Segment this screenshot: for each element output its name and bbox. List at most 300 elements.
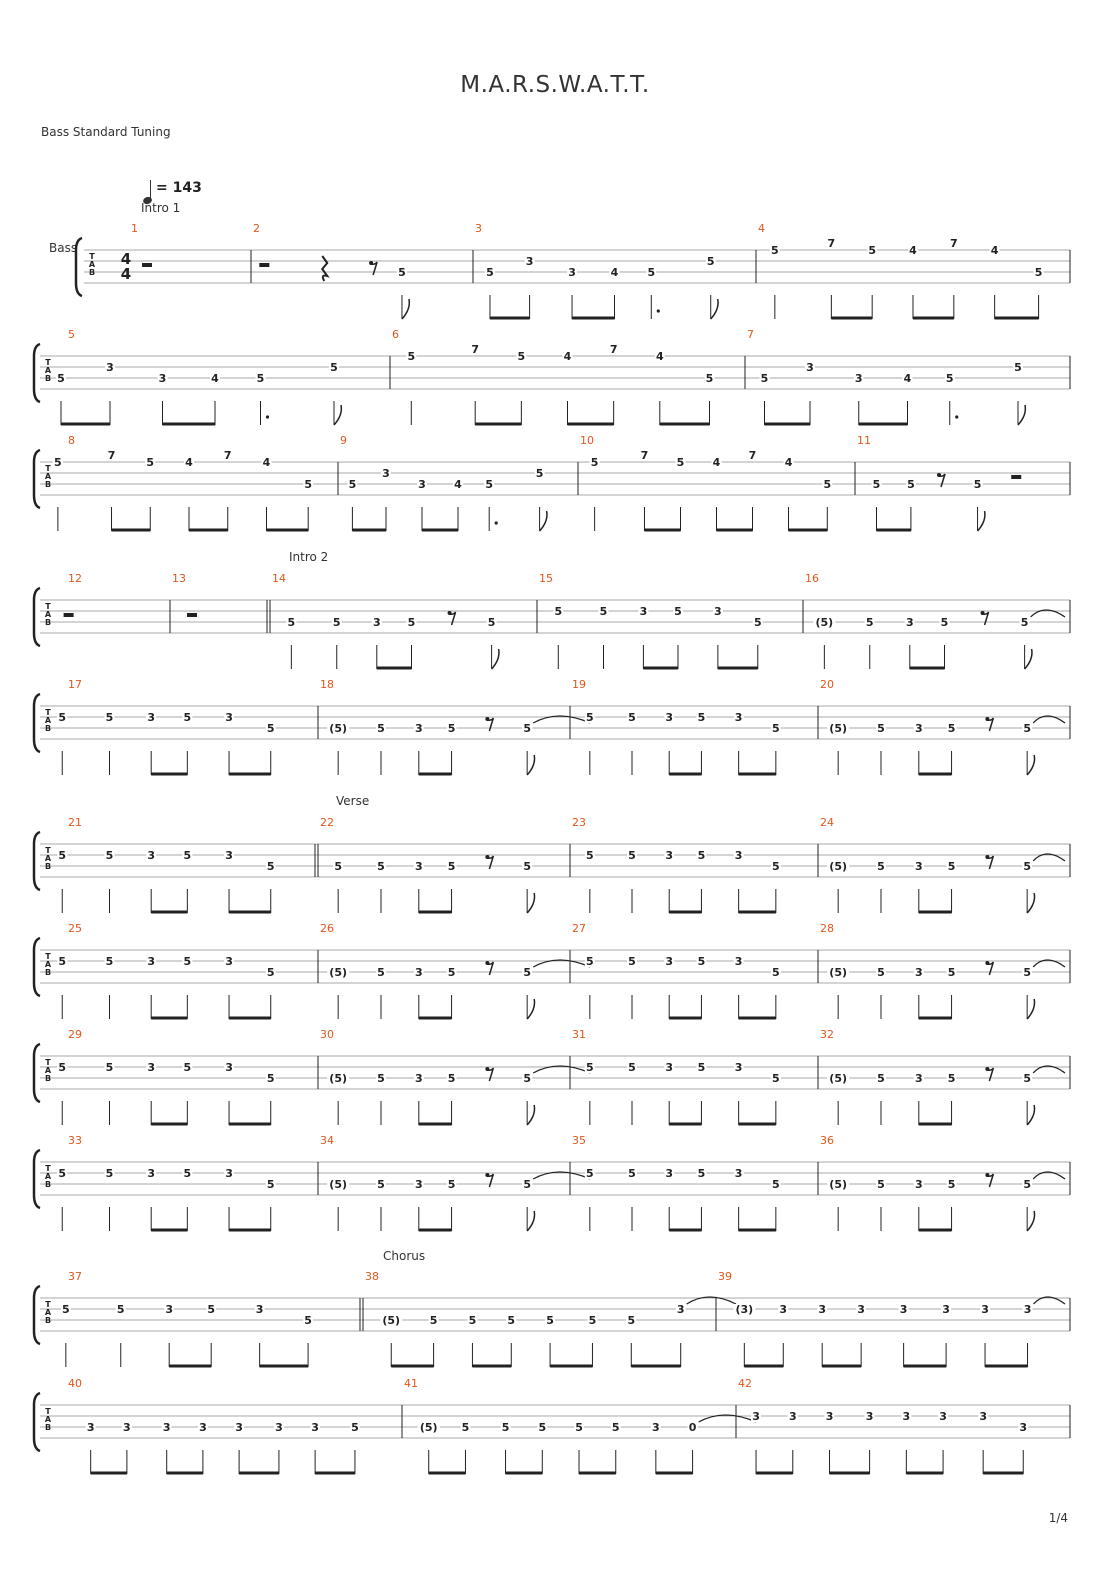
fret-number: 5 <box>377 1178 385 1191</box>
fret-number: 3 <box>199 1421 207 1434</box>
fret-number: 3 <box>665 711 674 724</box>
eighth-rest <box>487 856 493 869</box>
fret-number: 3 <box>779 1303 788 1316</box>
fret-number: 5 <box>1014 361 1022 374</box>
measure-number: 2 <box>253 222 260 235</box>
fret-number: (5) <box>329 1178 348 1191</box>
fret-number: 5 <box>877 860 885 873</box>
fret-number: 5 <box>628 711 636 724</box>
tab-clef-letter: T <box>45 846 51 855</box>
tab-clef-letter: B <box>44 480 52 489</box>
fret-number: 5 <box>523 1072 531 1085</box>
fret-number: 3 <box>147 1167 156 1180</box>
fret-number: 5 <box>377 860 385 873</box>
tab-clef-letter: B <box>88 268 96 277</box>
measure-number: 34 <box>320 1134 334 1147</box>
fret-number: 5 <box>947 1178 956 1191</box>
fret-number: 3 <box>225 1167 233 1180</box>
fret-number: (5) <box>329 966 348 979</box>
fret-number: 3 <box>734 1167 743 1180</box>
fret-number: 5 <box>146 456 155 469</box>
fret-number: 5 <box>377 722 385 735</box>
fret-number: 5 <box>538 1421 547 1434</box>
note-flag <box>540 511 547 531</box>
tab-clef-letter: B <box>44 618 52 627</box>
fret-number: 5 <box>1023 966 1031 979</box>
fret-number: 3 <box>676 1303 685 1316</box>
fret-number: 5 <box>523 1178 531 1191</box>
note-flag <box>1027 755 1034 775</box>
note-flag <box>527 1105 534 1125</box>
measure-number: 28 <box>820 922 834 935</box>
fret-number: 3 <box>418 478 426 491</box>
quarter-rest <box>322 256 327 281</box>
fret-number: (5) <box>829 1072 848 1085</box>
measure-number: 5 <box>68 328 75 341</box>
measure-number: 21 <box>68 816 82 829</box>
instrument-label: Bass <box>49 241 78 255</box>
measure-number: 27 <box>572 922 586 935</box>
fret-number: 5 <box>772 860 780 873</box>
measure-number: 16 <box>805 572 819 585</box>
tuning-label: Bass Standard Tuning <box>41 125 171 139</box>
measure-number: 15 <box>539 572 553 585</box>
measure-number: 10 <box>580 434 594 447</box>
fret-number: 5 <box>877 1072 885 1085</box>
fret-number: 5 <box>348 478 357 491</box>
tab-system <box>34 678 1070 775</box>
tab-system <box>34 1270 1070 1367</box>
tab-system <box>34 816 1070 913</box>
measure-number: 38 <box>365 1270 379 1283</box>
measure-number: 33 <box>68 1134 82 1147</box>
note-flag <box>527 893 534 913</box>
fret-number: 5 <box>266 860 275 873</box>
fret-number: 5 <box>697 1167 706 1180</box>
fret-number: 3 <box>665 1167 674 1180</box>
rhythm-dot <box>266 415 269 418</box>
tab-clef-letter: T <box>45 1164 51 1173</box>
tab-clef-letter: B <box>44 968 52 977</box>
fret-number: 5 <box>586 955 594 968</box>
fret-number: 3 <box>665 849 674 862</box>
fret-number: 3 <box>939 1410 947 1423</box>
fret-number: 5 <box>554 605 563 618</box>
fret-number: (5) <box>815 616 834 629</box>
fret-number: 3 <box>865 1410 874 1423</box>
fret-number: 5 <box>706 255 715 268</box>
tab-clef-letter: A <box>88 260 96 269</box>
fret-number: (5) <box>329 1072 348 1085</box>
fret-number: 5 <box>447 966 456 979</box>
eighth-rest <box>487 962 493 975</box>
tab-system <box>76 222 1070 319</box>
fret-number: 3 <box>979 1410 987 1423</box>
fret-number: 7 <box>949 237 958 250</box>
note-flag <box>1025 649 1032 669</box>
system-bracket <box>76 238 82 296</box>
fret-number: 5 <box>1020 616 1029 629</box>
fret-number: 5 <box>287 616 296 629</box>
tab-clef-letter: A <box>44 366 52 375</box>
fret-number: 5 <box>304 478 313 491</box>
fret-number: 5 <box>599 605 608 618</box>
fret-number: 5 <box>58 711 67 724</box>
tab-clef-letter: A <box>44 1172 52 1181</box>
fret-number: 3 <box>639 605 648 618</box>
time-signature-top: 4 <box>120 250 132 268</box>
fret-number: (5) <box>419 1421 438 1434</box>
fret-number: 5 <box>877 722 885 735</box>
note-flag <box>1027 893 1034 913</box>
fret-number: 5 <box>105 849 114 862</box>
fret-number: 5 <box>485 478 494 491</box>
tab-clef-letter: A <box>44 1066 52 1075</box>
fret-number: 5 <box>351 1421 359 1434</box>
fret-number: 3 <box>914 722 923 735</box>
eighth-rest <box>371 262 377 275</box>
fret-number: 3 <box>734 711 743 724</box>
fret-number: 5 <box>447 1178 456 1191</box>
fret-number: 5 <box>116 1303 125 1316</box>
fret-number: 4 <box>903 372 912 385</box>
fret-number: 5 <box>628 1167 636 1180</box>
fret-number: 3 <box>147 849 156 862</box>
tab-clef-letter: B <box>44 374 52 383</box>
whole-rest <box>64 613 74 617</box>
fret-number: 3 <box>235 1421 243 1434</box>
measure-number: 25 <box>68 922 82 935</box>
fret-number: 5 <box>940 616 949 629</box>
fret-number: 5 <box>872 478 881 491</box>
system-bracket <box>34 1150 40 1208</box>
fret-number: 3 <box>818 1303 827 1316</box>
tab-clef-letter: B <box>44 1316 52 1325</box>
measure-number: 9 <box>340 434 347 447</box>
fret-number: 5 <box>772 1072 780 1085</box>
tab-clef-letter: A <box>44 1415 52 1424</box>
fret-number: 3 <box>158 372 167 385</box>
fret-number: 3 <box>806 361 814 374</box>
fret-number: 5 <box>947 860 956 873</box>
fret-number: 5 <box>627 1314 636 1327</box>
fret-number: 5 <box>334 860 342 873</box>
fret-number: 5 <box>1023 1072 1031 1085</box>
system-bracket <box>34 344 40 402</box>
tab-clef-letter: T <box>45 708 51 717</box>
fret-number: (5) <box>829 966 848 979</box>
tab-clef-letter: B <box>44 1180 52 1189</box>
fret-number: 3 <box>225 849 233 862</box>
fret-number: 4 <box>185 456 193 469</box>
measure-number: 7 <box>747 328 754 341</box>
fret-number: 5 <box>877 1178 885 1191</box>
tab-clef-letter: A <box>44 610 52 619</box>
fret-number: 3 <box>311 1421 319 1434</box>
fret-number: 3 <box>86 1421 95 1434</box>
fret-number: 3 <box>914 1178 923 1191</box>
note-flag <box>527 755 534 775</box>
fret-number: 5 <box>407 616 416 629</box>
measure-number: 3 <box>475 222 482 235</box>
tab-clef-letter: T <box>45 464 51 473</box>
section-label-chorus: Chorus <box>383 1249 426 1263</box>
fret-number: 3 <box>414 1178 423 1191</box>
fret-number: 5 <box>586 1167 594 1180</box>
fret-number: 5 <box>697 711 706 724</box>
fret-number: 3 <box>981 1303 989 1316</box>
fret-number: 5 <box>183 1167 192 1180</box>
measure-number: 19 <box>572 678 586 691</box>
fret-number: (5) <box>829 860 848 873</box>
fret-number: 5 <box>535 467 544 480</box>
fret-number: 5 <box>753 616 762 629</box>
fret-number: 5 <box>461 1421 470 1434</box>
tab-clef-letter: A <box>44 854 52 863</box>
section-label-intro-2: Intro 2 <box>289 550 329 564</box>
tab-clef-letter: B <box>44 1423 52 1432</box>
fret-number: 5 <box>877 966 885 979</box>
fret-number: 7 <box>223 449 232 462</box>
fret-number: 5 <box>407 350 416 363</box>
tab-clef-letter: T <box>45 358 51 367</box>
fret-number: 5 <box>266 966 275 979</box>
fret-number: 3 <box>525 255 534 268</box>
fret-number: 3 <box>914 860 923 873</box>
fret-number: 5 <box>105 711 114 724</box>
fret-number: 3 <box>275 1421 283 1434</box>
fret-number: 4 <box>610 266 619 279</box>
fret-number: 3 <box>902 1410 911 1423</box>
rhythm-dot <box>955 415 958 418</box>
tab-clef-letter: B <box>44 862 52 871</box>
fret-number: 5 <box>823 478 832 491</box>
tab-system <box>34 434 1070 531</box>
fret-number: 3 <box>942 1303 950 1316</box>
fret-number: 3 <box>1023 1303 1032 1316</box>
half-rest <box>259 263 269 267</box>
measure-number: 41 <box>404 1377 418 1390</box>
measure-number: 13 <box>172 572 186 585</box>
fret-number: 5 <box>628 849 636 862</box>
measure-number: 20 <box>820 678 834 691</box>
fret-number: 5 <box>772 1178 780 1191</box>
measure-number: 6 <box>392 328 399 341</box>
fret-number: 7 <box>827 237 836 250</box>
fret-number: 5 <box>588 1314 597 1327</box>
half-rest <box>1011 475 1021 479</box>
tempo-value: = 143 <box>156 180 202 196</box>
fret-number: 5 <box>398 266 406 279</box>
fret-number: 3 <box>255 1303 264 1316</box>
fret-number: 5 <box>523 966 531 979</box>
eighth-rest <box>987 856 993 869</box>
tab-clef-letter: T <box>45 952 51 961</box>
eighth-rest <box>450 612 456 625</box>
tab-clef-letter: B <box>44 724 52 733</box>
fret-number: 5 <box>377 966 385 979</box>
fret-number: 5 <box>304 1314 312 1327</box>
fret-number: 5 <box>523 722 531 735</box>
fret-number: 5 <box>183 955 192 968</box>
fret-number: 5 <box>1034 266 1043 279</box>
system-bracket <box>34 1286 40 1344</box>
fret-number: 4 <box>712 456 721 469</box>
measure-number: 36 <box>820 1134 834 1147</box>
fret-number: 5 <box>58 849 67 862</box>
note-flag <box>978 511 985 531</box>
fret-number: 4 <box>784 456 793 469</box>
fret-number: 5 <box>676 456 685 469</box>
measure-number: 35 <box>572 1134 586 1147</box>
fret-number: 5 <box>183 1061 192 1074</box>
fret-number: (5) <box>829 1178 848 1191</box>
rhythm-dot <box>657 309 660 312</box>
fret-number: (5) <box>829 722 848 735</box>
fret-number: 5 <box>590 456 599 469</box>
eighth-rest <box>487 1068 493 1081</box>
time-signature-bottom: 4 <box>120 265 132 283</box>
measure-number: 42 <box>738 1377 752 1390</box>
measure-number: 37 <box>68 1270 82 1283</box>
fret-number: 3 <box>788 1410 797 1423</box>
tab-clef-letter: B <box>44 1074 52 1083</box>
fret-number: 3 <box>857 1303 865 1316</box>
tab-clef-letter: T <box>45 1407 51 1416</box>
fret-number: (3) <box>735 1303 754 1316</box>
fret-number: 5 <box>1023 1178 1031 1191</box>
fret-number: 3 <box>165 1303 174 1316</box>
system-bracket <box>34 694 40 752</box>
fret-number: 7 <box>471 343 480 356</box>
fret-number: 5 <box>501 1421 510 1434</box>
measure-number: 12 <box>68 572 82 585</box>
measure-number: 11 <box>857 434 871 447</box>
fret-number: 5 <box>105 1167 114 1180</box>
measure-number: 29 <box>68 1028 82 1041</box>
fret-number: (5) <box>329 722 348 735</box>
fret-number: 3 <box>665 1061 674 1074</box>
fret-number: 3 <box>652 1421 660 1434</box>
fret-number: 5 <box>58 1167 67 1180</box>
measure-number: 39 <box>718 1270 732 1283</box>
fret-number: 3 <box>914 966 923 979</box>
fret-number: 4 <box>262 456 271 469</box>
fret-number: 5 <box>697 955 706 968</box>
fret-number: 3 <box>162 1421 171 1434</box>
note-flag <box>1018 405 1025 425</box>
fret-number: 5 <box>183 711 192 724</box>
fret-number: 5 <box>907 478 915 491</box>
fret-number: 5 <box>62 1303 70 1316</box>
fret-number: 5 <box>945 372 954 385</box>
eighth-rest <box>987 1068 993 1081</box>
tab-clef-letter: T <box>45 602 51 611</box>
fret-number: 5 <box>947 966 956 979</box>
tab-system <box>34 1377 1070 1474</box>
fret-number: 5 <box>1023 860 1031 873</box>
eighth-rest <box>987 718 993 731</box>
song-title: M.A.R.S.W.A.T.T. <box>460 72 650 98</box>
fret-number: 4 <box>655 350 664 363</box>
fret-number: 4 <box>211 372 219 385</box>
whole-rest <box>187 613 197 617</box>
fret-number: 3 <box>714 605 722 618</box>
fret-number: 5 <box>628 955 636 968</box>
fret-number: 0 <box>688 1421 697 1434</box>
fret-number: 5 <box>697 849 706 862</box>
fret-number: 5 <box>447 1072 456 1085</box>
fret-number: 5 <box>447 722 456 735</box>
tab-clef-letter: A <box>44 1308 52 1317</box>
fret-number: 5 <box>868 244 877 257</box>
note-flag <box>527 1211 534 1231</box>
tab-clef-letter: A <box>44 716 52 725</box>
fret-number: 3 <box>147 711 156 724</box>
system-bracket <box>34 1393 40 1451</box>
measure-number: 30 <box>320 1028 334 1041</box>
fret-number: 3 <box>568 266 576 279</box>
note-flag <box>334 405 341 425</box>
measure-number: 24 <box>820 816 834 829</box>
tab-system <box>34 328 1070 425</box>
fret-number: 5 <box>647 266 656 279</box>
measure-number: 1 <box>131 222 138 235</box>
tab-clef-letter: A <box>44 472 52 481</box>
eighth-rest <box>983 612 989 625</box>
tab-clef-letter: T <box>45 1058 51 1067</box>
fret-number: 3 <box>1019 1421 1028 1434</box>
measure-number: 8 <box>68 434 75 447</box>
fret-number: 3 <box>414 722 423 735</box>
fret-number: 3 <box>147 1061 156 1074</box>
fret-number: 5 <box>256 372 265 385</box>
fret-number: 5 <box>674 605 682 618</box>
tab-system <box>34 1134 1070 1231</box>
eighth-rest <box>987 962 993 975</box>
fret-number: 5 <box>546 1314 554 1327</box>
fret-number: 5 <box>517 350 526 363</box>
fret-number: 3 <box>854 372 863 385</box>
eighth-rest <box>987 1174 993 1187</box>
fret-number: 5 <box>207 1303 216 1316</box>
eighth-rest <box>487 718 493 731</box>
fret-number: 5 <box>697 1061 706 1074</box>
fret-number: 5 <box>611 1421 620 1434</box>
section-label-verse: Verse <box>336 794 370 808</box>
fret-number: 5 <box>468 1314 477 1327</box>
measure-number: 40 <box>68 1377 82 1390</box>
fret-number: 5 <box>447 860 456 873</box>
fret-number: 5 <box>523 860 531 873</box>
measure-number: 32 <box>820 1028 834 1041</box>
fret-number: 3 <box>225 955 233 968</box>
fret-number: 4 <box>990 244 999 257</box>
fret-number: 7 <box>609 343 618 356</box>
fret-number: 3 <box>123 1421 131 1434</box>
measure-number: 14 <box>272 572 286 585</box>
measure-number: 18 <box>320 678 334 691</box>
tab-clef-letter: T <box>89 252 95 261</box>
fret-number: 5 <box>332 616 341 629</box>
fret-number: 5 <box>54 456 62 469</box>
fret-number: 3 <box>147 955 156 968</box>
section-label-intro-1: Intro 1 <box>141 201 181 215</box>
fret-number: 5 <box>377 1072 385 1085</box>
rhythm-dot <box>495 521 498 524</box>
fret-number: 5 <box>486 266 494 279</box>
fret-number: 3 <box>752 1410 760 1423</box>
